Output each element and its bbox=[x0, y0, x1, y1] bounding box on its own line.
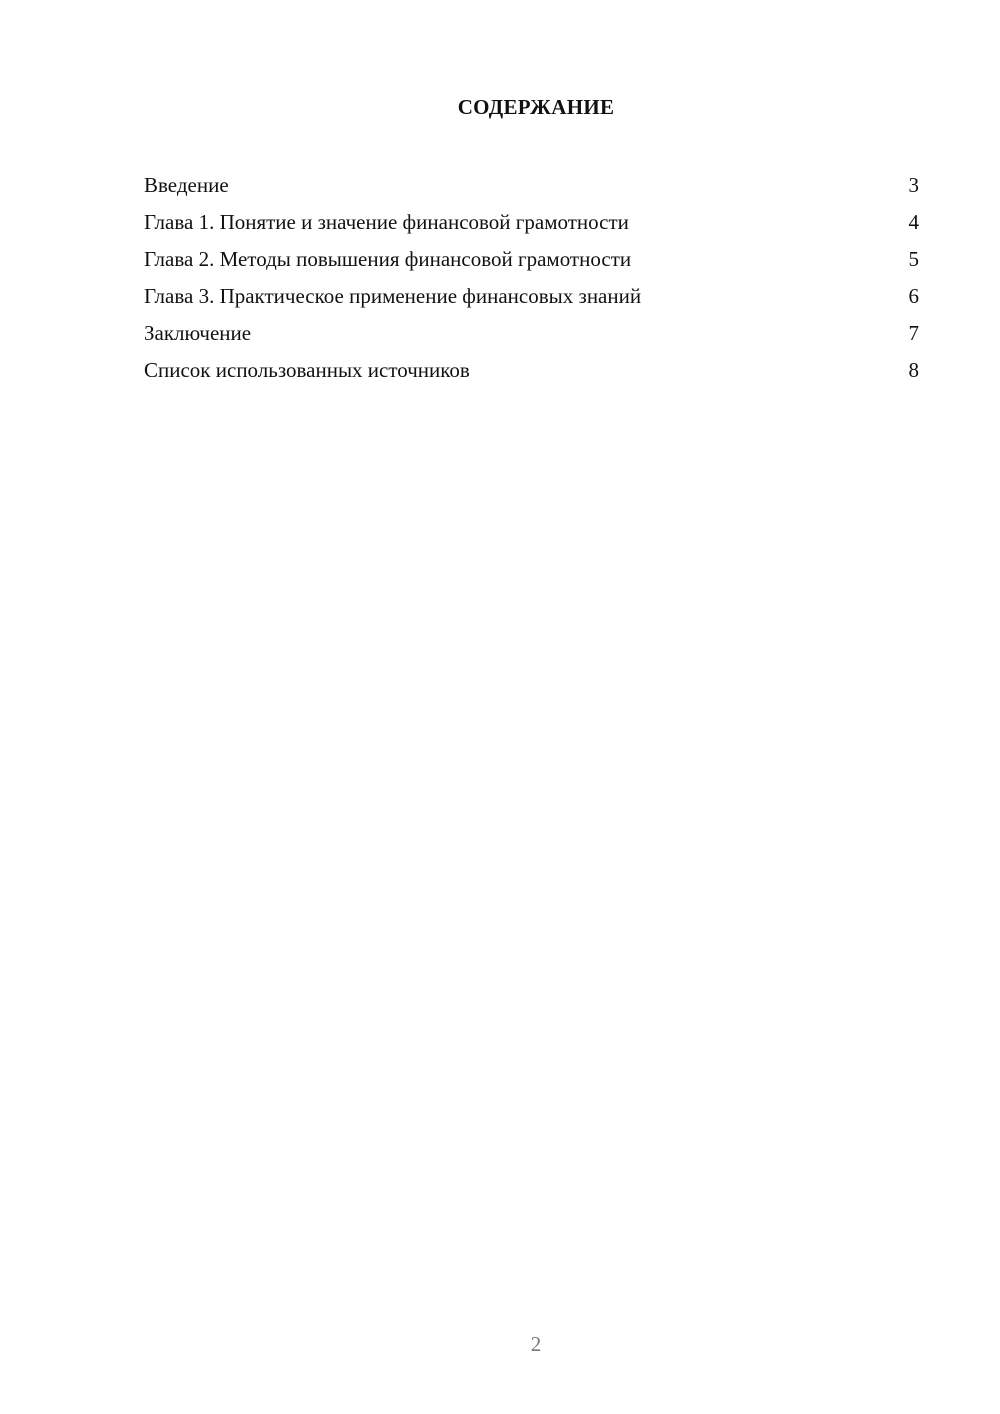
toc-title: СОДЕРЖАНИЕ bbox=[457, 95, 615, 119]
toc-entry-page: 7 bbox=[908, 321, 919, 345]
toc-entry-page: 8 bbox=[908, 358, 919, 382]
toc-entry-chapter-1 bbox=[144, 204, 919, 241]
toc-entry-references bbox=[144, 352, 919, 389]
toc-entry-label: Список использованных источников bbox=[144, 358, 470, 382]
toc-entry-label: Глава 3. Практическое применение финансовых знаний bbox=[144, 284, 642, 308]
toc-list bbox=[144, 167, 919, 389]
toc-entry-page: 3 bbox=[908, 173, 919, 197]
toc-entry-label: Глава 1. Понятие и значение финансовой грамотности bbox=[144, 210, 629, 234]
toc-entry-page: 5 bbox=[908, 247, 919, 271]
toc-entry-chapter-3 bbox=[144, 278, 919, 315]
toc-entry-chapter-2 bbox=[144, 241, 919, 278]
toc-entry-page: 4 bbox=[908, 210, 919, 234]
toc-entry-label: Заключение bbox=[144, 321, 252, 345]
page-number: 2 bbox=[530, 1332, 542, 1356]
toc-entry-label: Глава 2. Методы повышения финансовой грамотности bbox=[144, 247, 632, 271]
toc-entry-page: 6 bbox=[908, 284, 919, 308]
toc-entry-conclusion bbox=[144, 315, 919, 352]
toc-entry-label: Введение bbox=[144, 173, 229, 197]
toc-entry-introduction bbox=[144, 167, 919, 204]
